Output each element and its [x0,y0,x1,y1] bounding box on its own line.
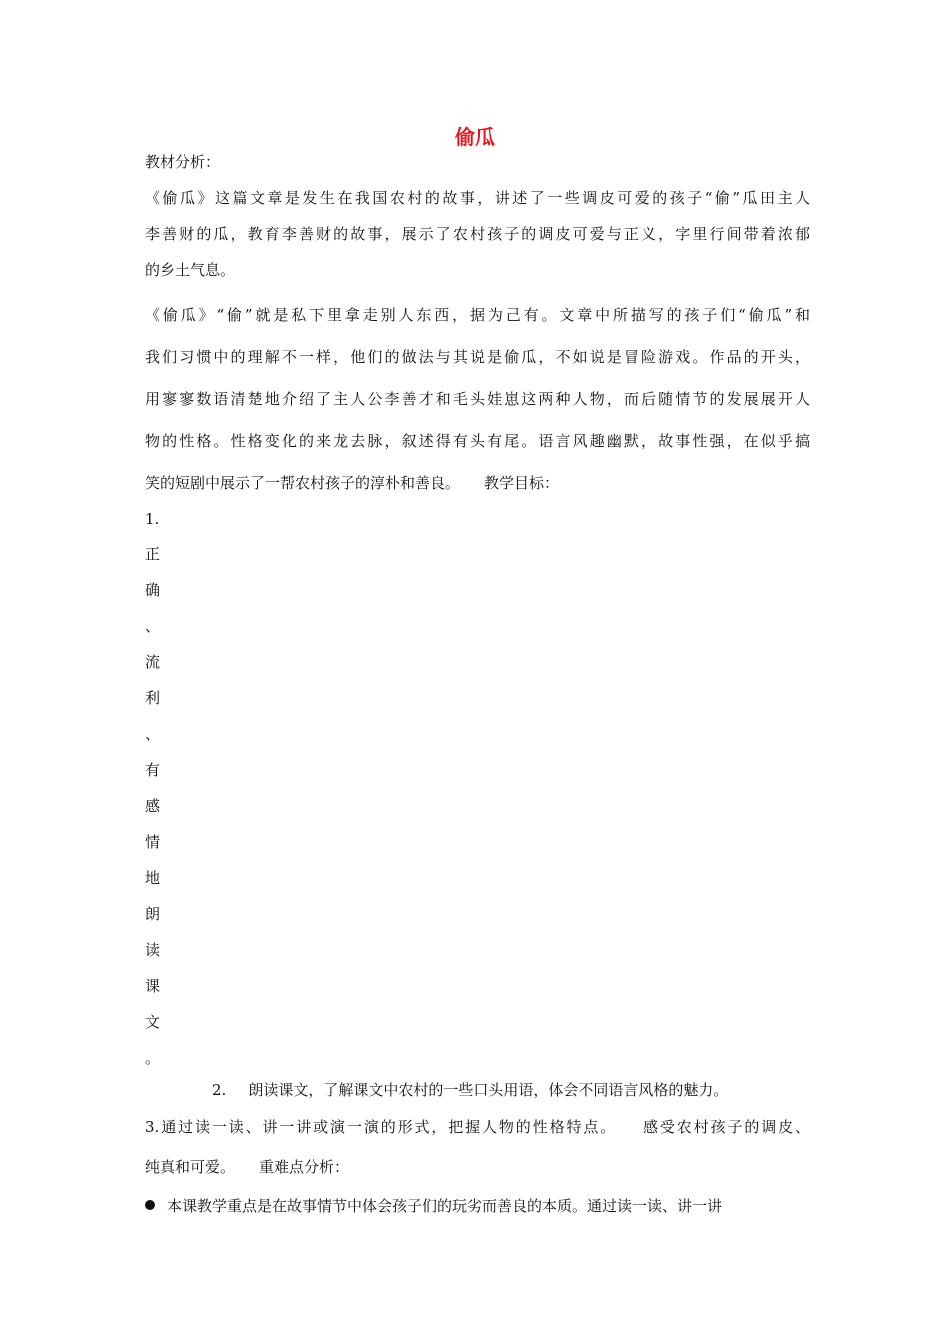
goal-1-char: 正 [145,545,161,563]
goal-1-char: 利 [145,689,161,707]
paragraph-line: 的乡土气息。 [145,261,236,279]
paragraph-line: 李善财的瓜，教育李善财的故事，展示了农村孩子的调皮可爱与正义，字里行间带着浓郁 [145,225,810,243]
bullet-text: 本课教学重点是在故事情节中体会孩子们的玩劣而善良的本质。通过读一读、讲一讲 [167,1197,723,1215]
goal-1-char: 地 [145,869,161,887]
goal-1-char: 课 [145,977,161,995]
goal-1-char: 确 [145,581,161,599]
bullet-item [145,1196,810,1216]
goal-1-char: 文 [145,1013,161,1031]
paragraph-line: 《偷瓜》“偷”就是私下里拿走别人东西，据为己有。文章中所描写的孩子们“偷瓜”和 [145,306,810,324]
goal-1-number: 1. [145,510,160,528]
goal-1-char: 有 [145,761,161,779]
section-heading-teaching-goals: 教学目标： [484,474,560,492]
paragraph-line: 物的性格。性格变化的来龙去脉，叙述得有头有尾。语言风趣幽默，故事性强，在似乎搞 [145,432,810,450]
bullet-dot-icon [145,1200,155,1210]
section-heading-material-analysis: 教材分析： [145,153,221,171]
goal-1-char: 、 [145,725,161,743]
paragraph-line: 我们习惯中的理解不一样，他们的做法与其说是偷瓜，不如说是冒险游戏。作品的开头， [145,348,810,366]
goal-3-line [145,1117,810,1137]
goal-3-line-continued [145,1157,810,1177]
goal-2-text: 朗读课文，了解课文中农村的一些口头用语，体会不同语言风格的魅力。 [248,1081,729,1099]
goal-1-char: 情 [145,833,161,851]
section-heading-difficulty: 重难点分析： [259,1158,350,1176]
paragraph-line-with-heading [145,473,810,493]
goal-1-char: 朗 [145,905,161,923]
goal-3-text: 3.通过读一读、讲一讲或演一演的形式，把握人物的性格特点。 [145,1118,618,1136]
page-title: 偷瓜 [455,125,495,149]
goal-1-char: 流 [145,653,161,671]
paragraph-line: 《偷瓜》这篇文章是发生在我国农村的故事，讲述了一些调皮可爱的孩子“偷”瓜田主人 [145,189,810,207]
goal-3-text-extra: 感受农村孩子的调皮、 [641,1118,810,1136]
goal-3-text-end: 纯真和可爱。 [145,1158,236,1176]
goal-2-number: 2. [212,1081,227,1099]
goal-1-char: 读 [145,941,161,959]
goal-2-line [212,1080,812,1100]
paragraph-line: 用寥寥数语清楚地介绍了主人公李善才和毛头娃崽这两种人物，而后随情节的发展展开人 [145,390,810,408]
paragraph-tail: 笑的短剧中展示了一帮农村孩子的淳朴和善良。 [145,474,461,492]
goal-1-char: 。 [145,1049,161,1067]
goal-1-char: 、 [145,617,161,635]
goal-1-char: 感 [145,797,161,815]
